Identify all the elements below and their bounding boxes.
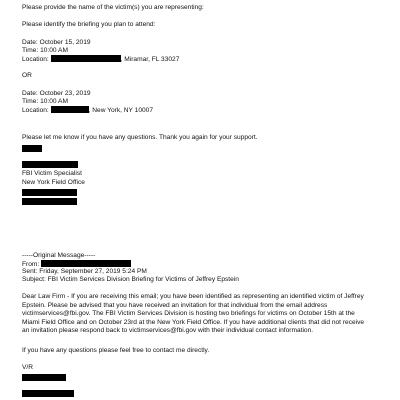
briefing-2-location (22, 106, 153, 115)
briefing-1-time: Time: 10:00 AM (22, 47, 68, 54)
or-label: OR (22, 72, 32, 79)
briefing-2-location-label: Location: (22, 107, 49, 114)
redaction-bar (22, 189, 77, 196)
briefing-1-date: Date: October 15, 2019 (22, 39, 91, 46)
signature-office: New York Field Office (22, 179, 85, 186)
briefing-2-location-city: , New York, NY 10007 (88, 107, 154, 114)
redaction-bar (22, 198, 77, 205)
sign-off: V/R (22, 364, 33, 371)
briefing-request: Please identify the briefing you plan to attend: (22, 21, 156, 28)
redaction-bar (41, 260, 131, 267)
signature-title: FBI Victim Specialist (22, 170, 82, 177)
victim-name-request: Please provide the name of the victim(s) you are representing: (22, 4, 204, 11)
original-message-sent: Sent: Friday, September 27, 2019 5:24 PM (22, 268, 147, 275)
message-body-paragraph: Dear Law Firm - If you are receiving this email; you have been identified as representing an identified victim of Jeffrey Epstein. Please be advised that you have received an invitation for that individual from the email address victimservices@fbi.gov. The FBI Victim Services Division is hosting two briefings for victims on October 15th at the Miami Field Office and on October 23rd at the New York Field Office. If you have additional clients that did not receive an invitation please respond back to victimservices@fbi.gov with their individual contact information. (22, 293, 365, 335)
briefing-2-date: Date: October 23, 2019 (22, 90, 91, 97)
original-message-subject: Subject: FBI Victim Services Division Briefing for Victims of Jeffrey Epstein (22, 276, 239, 283)
redaction-bar (22, 145, 42, 152)
redaction-bar (22, 374, 66, 381)
briefing-1-location-label: Location: (22, 56, 49, 63)
briefing-2-time: Time: 10:00 AM (22, 98, 68, 105)
redaction-bar (22, 161, 78, 168)
redaction-bar (51, 106, 89, 113)
redaction-bar (51, 55, 121, 62)
redaction-bar (22, 390, 74, 397)
message-body-contact: If you have any questions please feel free to contact me directly. (22, 347, 210, 354)
original-message-separator: -----Original Message----- (22, 252, 96, 259)
from-label: From: (22, 261, 40, 268)
briefing-1-location-city: , Miramar, FL 33027 (120, 56, 180, 63)
closing-line: Please let me know if you have any questions. Thank you again for your support. (22, 134, 258, 141)
briefing-1-location (22, 55, 179, 64)
